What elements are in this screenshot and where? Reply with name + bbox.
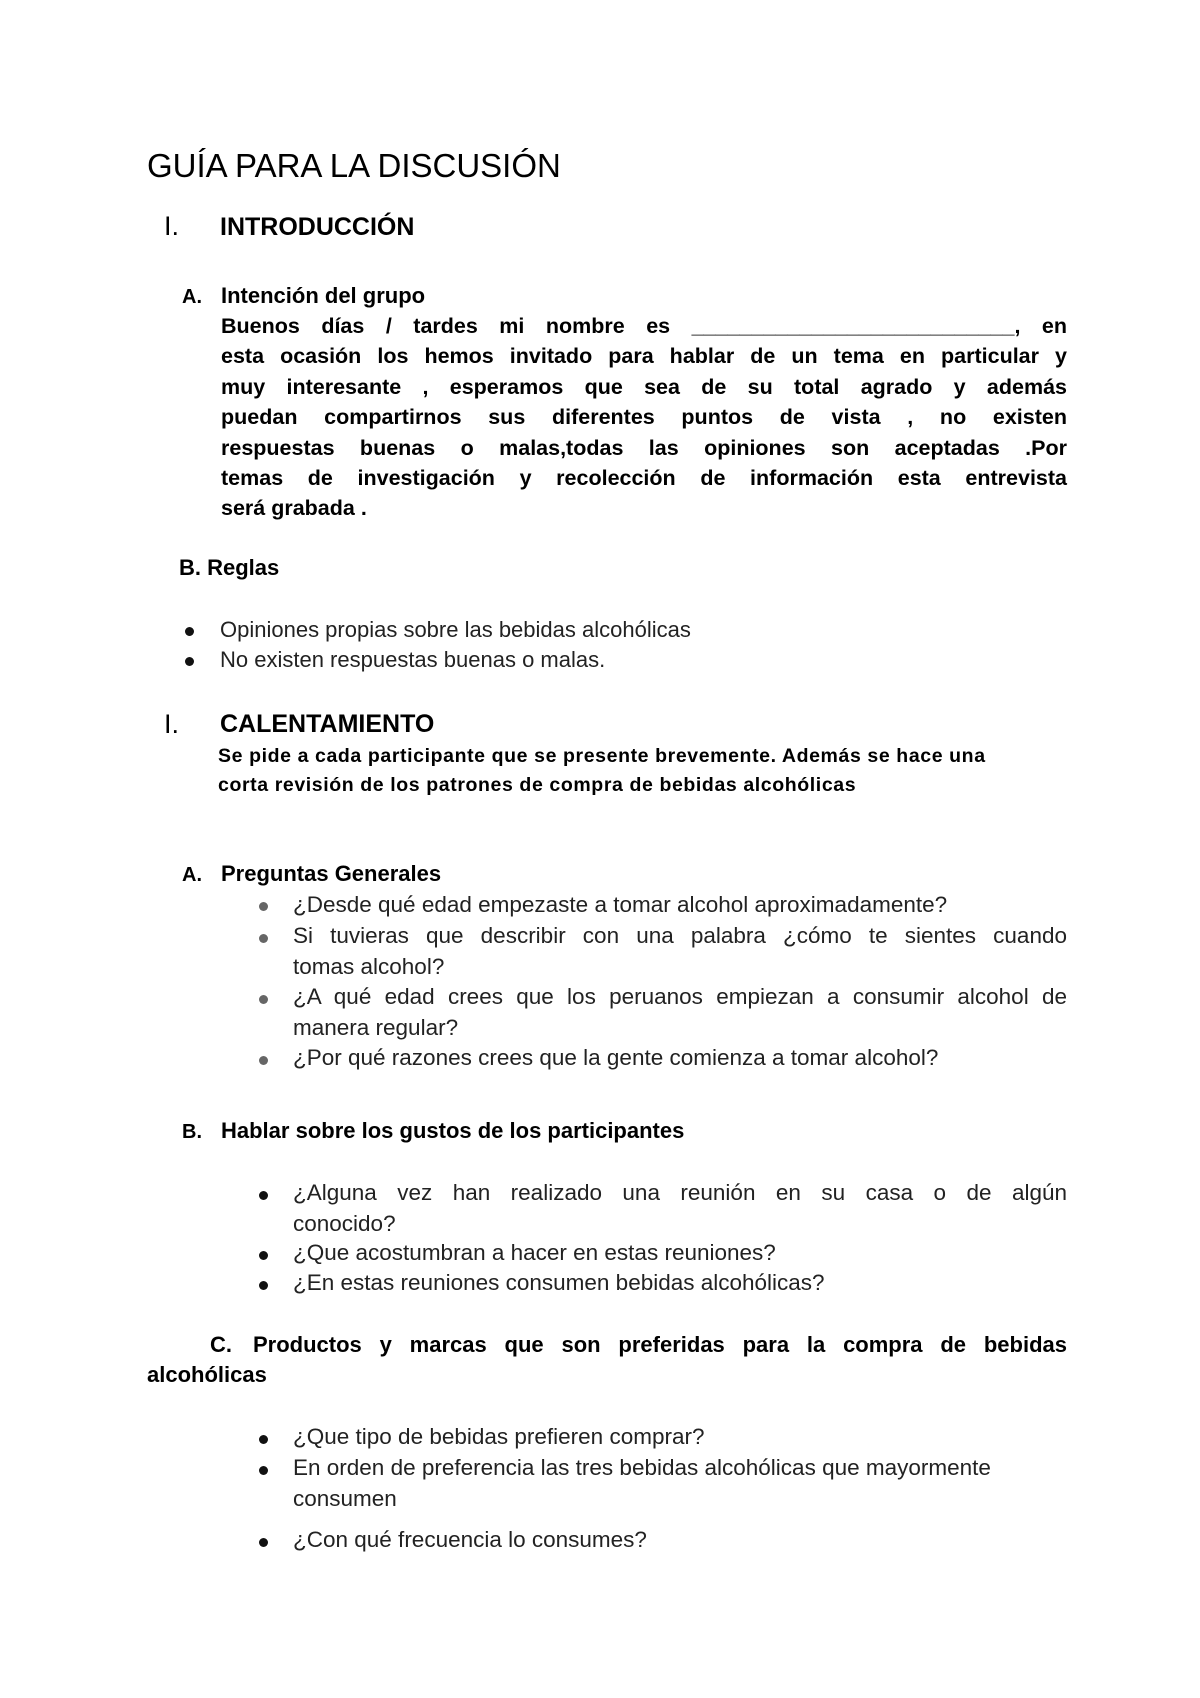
question-line: consumen	[293, 1485, 397, 1511]
question-line: conocido?	[293, 1210, 396, 1236]
sub-a-letter: A.	[182, 286, 202, 308]
document-title: GUÍA PARA LA DISCUSIÓN	[147, 147, 561, 184]
question-line: manera regular?	[293, 1014, 459, 1040]
intro-line: puedan compartirnos sus diferentes puntos de vista , no existen	[221, 405, 1067, 430]
question-item	[293, 1238, 1067, 1269]
rule-item: No existen respuestas buenas o malas.	[220, 647, 606, 672]
question-item	[293, 1525, 1067, 1556]
warmup-intro-line: corta revisión de los patrones de compra de bebidas alcohólicas	[218, 774, 857, 796]
sub-a2-heading: Preguntas Generales	[221, 861, 442, 886]
question-line: En orden de preferencia las tres bebidas alcohólicas que mayormente	[293, 1455, 991, 1480]
sub-a2-letter: A.	[182, 864, 202, 886]
section-2-numeral: I.	[164, 709, 180, 739]
sub-c-letter: C.	[210, 1332, 232, 1357]
bullet-icon	[259, 1281, 268, 1290]
sub-c-heading-cont: alcohólicas	[147, 1362, 267, 1387]
intro-line: muy interesante , esperamos que sea de su total agrado y además	[221, 374, 1067, 399]
question-line: ¿Que acostumbran a hacer en estas reuniones?	[293, 1240, 776, 1265]
sub-b2-letter: B.	[182, 1121, 202, 1143]
question-line: ¿Alguna vez han realizado una reunión en su casa o de algún	[293, 1180, 1067, 1205]
question-line: tomas alcohol?	[293, 953, 445, 979]
question-item	[293, 1268, 1067, 1299]
intro-line: Buenos días / tardes mi nombre es ___________________________, en	[221, 314, 1067, 338]
bullet-icon	[185, 657, 194, 666]
warmup-intro	[218, 742, 986, 800]
sub-a-heading: Intención del grupo	[221, 283, 426, 308]
question-item	[293, 1453, 1067, 1514]
section-1-heading: INTRODUCCIÓN	[220, 213, 415, 241]
bullet-icon	[259, 902, 268, 911]
section-1-numeral: I.	[164, 211, 180, 241]
intro-line: será grabada .	[221, 496, 367, 521]
question-line: ¿Por qué razones crees que la gente comienza a tomar alcohol?	[293, 1045, 939, 1070]
bullet-icon	[259, 995, 268, 1004]
bullet-icon	[259, 1191, 268, 1200]
bullet-icon	[259, 1466, 268, 1475]
section-2-heading: CALENTAMIENTO	[220, 710, 435, 738]
bullet-icon	[259, 1435, 268, 1444]
sub-b2-heading: Hablar sobre los gustos de los participantes	[221, 1118, 685, 1143]
warmup-intro-line: Se pide a cada participante que se presente brevemente. Además se hace una	[218, 745, 986, 767]
question-line: ¿Desde qué edad empezaste a tomar alcohol aproximadamente?	[293, 892, 948, 917]
question-line: Si tuvieras que describir con una palabra ¿cómo te sientes cuando	[293, 923, 1067, 948]
sub-b-heading: B. Reglas	[179, 555, 280, 580]
question-item	[293, 1043, 1067, 1074]
intro-paragraph	[221, 311, 1067, 524]
bullet-icon	[259, 1251, 268, 1260]
bullet-icon	[259, 1538, 268, 1547]
question-item	[293, 982, 1067, 1043]
question-item	[293, 1178, 1067, 1239]
question-line: ¿A qué edad crees que los peruanos empiezan a consumir alcohol de	[293, 984, 1067, 1009]
question-line: ¿En estas reuniones consumen bebidas alcohólicas?	[293, 1270, 825, 1295]
sub-c-heading: Productos y marcas que son preferidas para la compra de bebidas	[253, 1332, 1067, 1357]
bullet-icon	[259, 1056, 268, 1065]
rule-item: Opiniones propias sobre las bebidas alcohólicas	[220, 617, 691, 642]
intro-line: esta ocasión los hemos invitado para hablar de un tema en particular y	[221, 344, 1067, 369]
bullet-icon	[185, 627, 194, 636]
bullet-icon	[259, 934, 268, 943]
intro-line: respuestas buenas o malas,todas las opiniones son aceptadas .Por	[221, 435, 1067, 460]
question-line: ¿Con qué frecuencia lo consumes?	[293, 1527, 647, 1552]
question-item	[293, 921, 1067, 982]
question-item	[293, 890, 1067, 921]
question-item	[293, 1422, 1067, 1453]
question-line: ¿Que tipo de bebidas prefieren comprar?	[293, 1424, 705, 1449]
intro-line: temas de investigación y recolección de información esta entrevista	[221, 465, 1067, 490]
